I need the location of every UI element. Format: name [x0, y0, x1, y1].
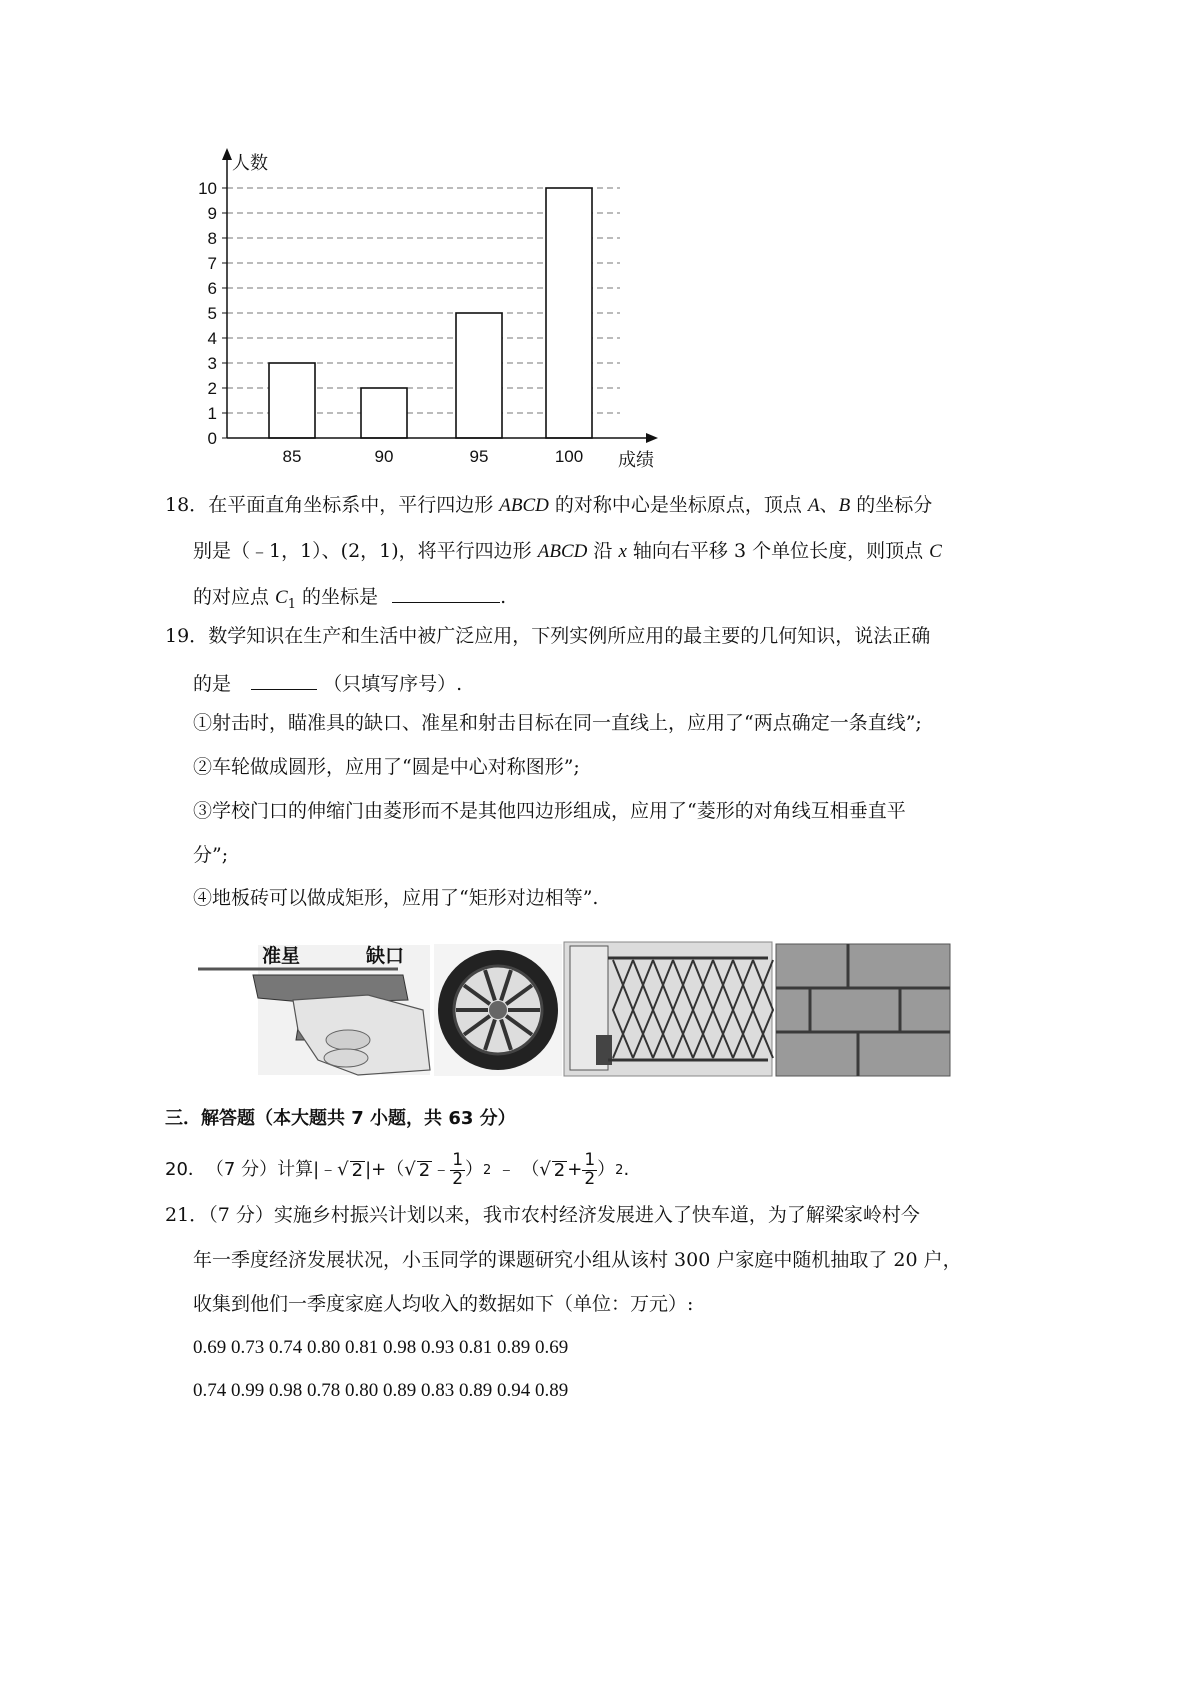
y-tick-label: 9	[207, 204, 217, 223]
fraction-one-half-2: $\frac{1}{2}$	[584, 1149, 596, 1189]
y-tick-label: 3	[207, 354, 217, 373]
y-tick-label: 10	[198, 179, 217, 198]
q21-line1: 21．（7 分）实施乡村振兴计划以来，我市农村经济发展进入了快车道，为了解梁家岭村今	[165, 1204, 920, 1226]
y-tick-label: 8	[207, 229, 217, 248]
y-tick-label: 6	[207, 279, 217, 298]
floor-tiles-image	[776, 944, 950, 1076]
q19-item4: ④地板砖可以做成矩形，应用了“矩形对边相等”.	[193, 887, 599, 909]
chart-y-ticks	[198, 179, 227, 448]
y-tick-label: 5	[207, 304, 217, 323]
q21-data-row1: 0.69 0.73 0.74 0.80 0.81 0.98 0.93 0.81 0.89 0.69	[193, 1337, 569, 1358]
x-tick-label: 95	[469, 447, 489, 466]
front-sight-label: 准星	[262, 945, 301, 967]
q20-line: 20． （7 分）计算 |﹣ √ 2 |+ （ √ 2 ﹣ $\frac{1}{2}$ ） 2 ﹣ （ √ 2 + $\frac{1}{2}$ ） 2 .	[165, 1149, 630, 1189]
x-tick-label: 100	[554, 447, 584, 466]
q18-line1: 18．在平面直角坐标系中，平行四边形 ABCD 的对称中心是坐标原点，顶点 A、B 的坐标分	[165, 494, 933, 516]
section-three-heading: 三．解答题（本大题共 7 小题，共 63 分）	[165, 1108, 516, 1129]
q18-answer-blank[interactable]	[392, 584, 500, 603]
q21-line2: 年一季度经济发展状况，小玉同学的课题研究小组从该村 300 户家庭中随机抽取了 20 户，	[193, 1249, 962, 1271]
q19-answer-blank[interactable]	[251, 671, 317, 690]
x-axis-label: 成绩	[618, 450, 654, 471]
q21-number: 21．	[165, 1204, 209, 1226]
y-tick-label: 0	[207, 429, 217, 448]
q19-item3a: ③学校门口的伸缩门由菱形而不是其他四边形组成，应用了“菱形的对角线互相垂直平	[193, 800, 906, 822]
q21-data-row2: 0.74 0.99 0.98 0.78 0.80 0.89 0.83 0.89 0.94 0.89	[193, 1380, 569, 1401]
y-tick-label: 4	[207, 329, 217, 348]
wheel-image	[434, 944, 562, 1076]
q19-line2: 的是 （只填写序号）.	[193, 673, 463, 695]
pistol-image	[198, 944, 430, 1075]
y-axis-label: 人数	[232, 153, 268, 174]
q19-item3b: 分”;	[193, 844, 229, 866]
y-tick-label: 7	[207, 254, 217, 273]
y-tick-label: 2	[207, 379, 217, 398]
fraction-one-half: $\frac{1}{2}$	[452, 1149, 464, 1189]
q21-line3: 收集到他们一季度家庭人均收入的数据如下（单位：万元）:	[193, 1293, 694, 1315]
bar-chart	[190, 140, 690, 480]
q19-number: 19．	[165, 625, 209, 647]
x-tick-label: 85	[282, 447, 302, 466]
q18-line2: 别是（﹣1，1）、(2，1)，将平行四边形 ABCD 沿 x 轴向右平移 3 个单位长度，则顶点 C	[193, 540, 942, 562]
y-axis-arrow	[222, 148, 232, 160]
bar	[456, 313, 502, 438]
q19-item1: ①射击时，瞄准具的缺口、准星和射击目标在同一直线上，应用了“两点确定一条直线”;	[193, 712, 922, 734]
retractable-gate-image	[564, 942, 773, 1076]
x-axis-arrow	[646, 433, 658, 443]
q19-figure-strip	[198, 940, 952, 1080]
x-tick-label: 90	[374, 447, 394, 466]
y-tick-label: 1	[207, 404, 217, 423]
chart-x-ticks	[283, 447, 584, 466]
bar	[361, 388, 407, 438]
bar	[546, 188, 592, 438]
notch-label: 缺口	[366, 945, 405, 967]
q18-line3: 的对应点 $C_1$ 的坐标是 .	[193, 586, 507, 612]
q20-number: 20．	[165, 1159, 206, 1180]
q19-line1: 19．数学知识在生产和生活中被广泛应用，下列实例所应用的最主要的几何知识，说法正确	[165, 625, 931, 647]
bar	[269, 363, 315, 438]
q18-number: 18．	[165, 494, 209, 516]
q19-item2: ②车轮做成圆形，应用了“圆是中心对称图形”;	[193, 756, 580, 778]
